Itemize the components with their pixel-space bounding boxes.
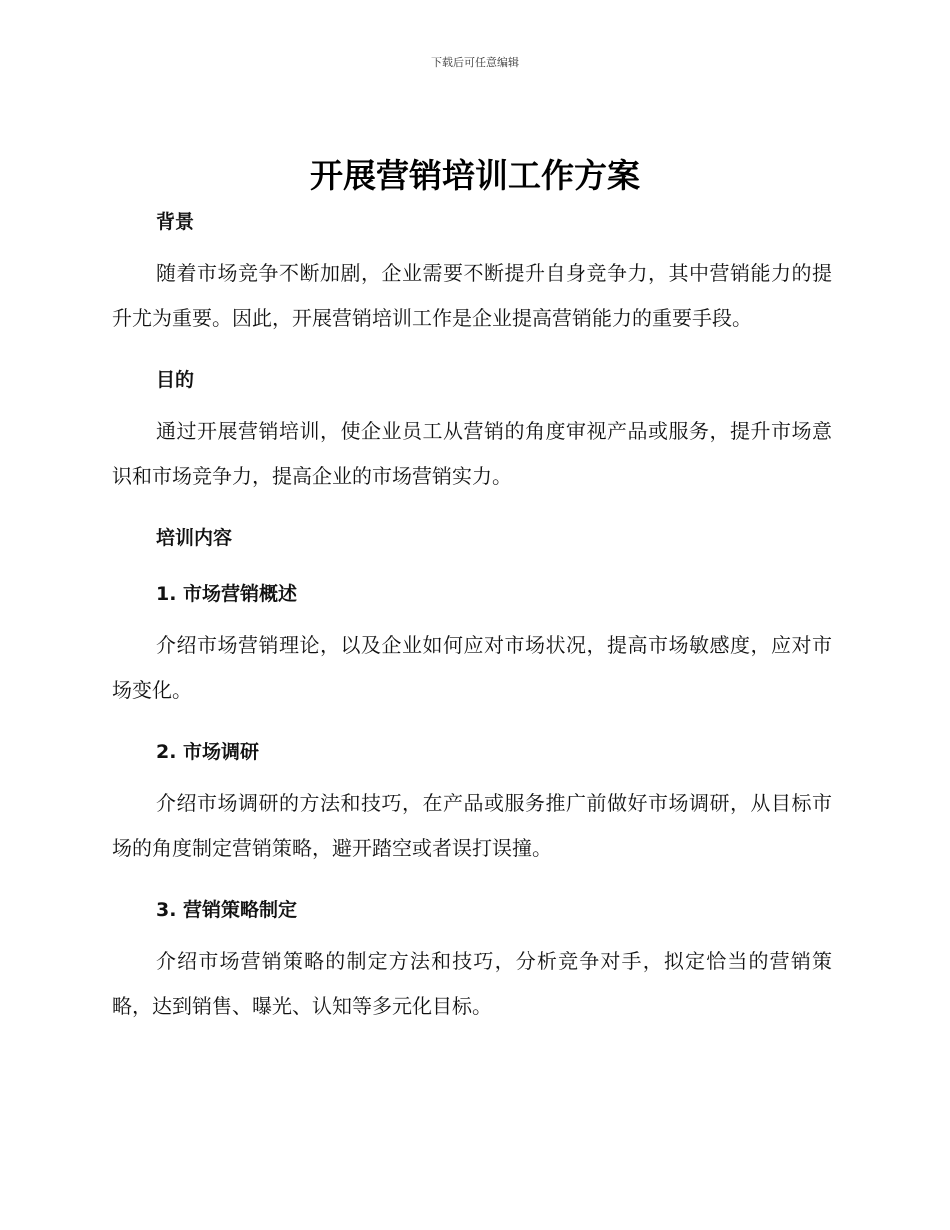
section-training-content	[112, 521, 832, 555]
section-heading: 培训内容	[156, 527, 233, 549]
section-paragraph: 介绍市场营销策略的制定方法和技巧，分析竞争对手，拟定恰当的营销策略，达到销售、曝光、认知等多元化目标。	[112, 949, 832, 1018]
section-heading: 2. 市场调研	[156, 741, 260, 763]
section-background	[112, 205, 832, 341]
document-title: 开展营销培训工作方案	[310, 156, 640, 195]
section-strategy	[112, 893, 832, 1029]
document-body	[112, 205, 832, 1029]
section-heading: 目的	[156, 369, 195, 391]
section-paragraph: 随着市场竞争不断加剧，企业需要不断提升自身竞争力，其中营销能力的提升尤为重要。因此，开展营销培训工作是企业提高营销能力的重要手段。	[112, 261, 832, 330]
section-heading: 3. 营销策略制定	[156, 899, 298, 921]
section-heading: 背景	[156, 211, 195, 233]
section-purpose	[112, 363, 832, 499]
section-market-research	[112, 735, 832, 871]
header-note: 下载后可任意编辑	[431, 56, 519, 69]
section-marketing-overview	[112, 577, 832, 713]
section-heading: 1. 市场营销概述	[156, 583, 298, 605]
section-paragraph: 介绍市场营销理论，以及企业如何应对市场状况，提高市场敏感度，应对市场变化。	[112, 633, 832, 702]
section-paragraph: 介绍市场调研的方法和技巧，在产品或服务推广前做好市场调研，从目标市场的角度制定营销策略，避开踏空或者误打误撞。	[112, 791, 832, 860]
section-paragraph: 通过开展营销培训，使企业员工从营销的角度审视产品或服务，提升市场意识和市场竞争力，提高企业的市场营销实力。	[112, 419, 832, 488]
